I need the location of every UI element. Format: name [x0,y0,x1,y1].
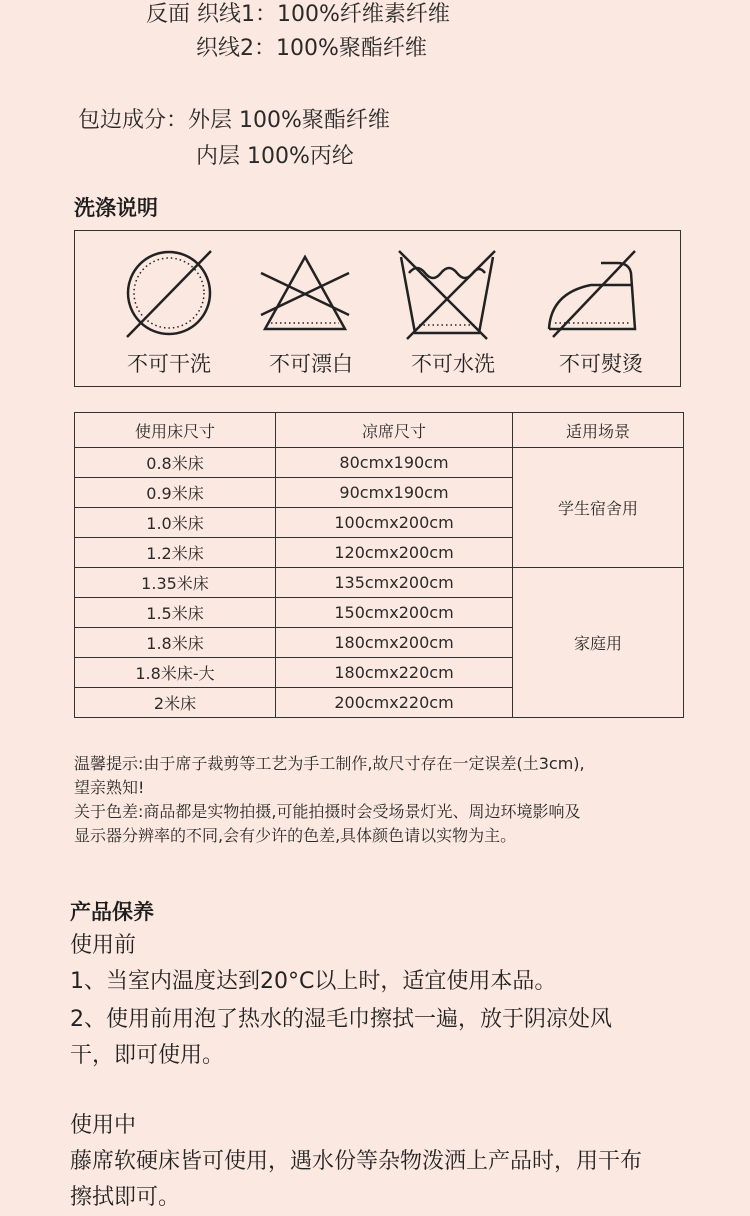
cell-bed: 1.8米床-大 [75,658,276,688]
cell-size: 150cmx200cm [276,598,513,628]
care-during-title: 使用中 [70,1113,137,1138]
care-before-title: 使用前 [70,933,137,958]
cell-bed: 0.8米床 [75,448,276,478]
header-mat-size: 凉席尺寸 [276,413,513,448]
no-iron-icon [531,243,671,343]
table-row [75,448,684,478]
no-dry-clean-icon [99,243,239,343]
cell-bed: 2米床 [75,688,276,718]
care-during-line2: 擦拭即可。 [70,1185,181,1210]
wash-label: 不可熨烫 [559,352,643,376]
cell-scene-dorm: 学生宿舍用 [513,448,684,568]
care-section-title: 产品保养 [70,900,154,924]
no-bleach-icon [241,243,381,343]
note-color-line1: 关于色差:商品都是实物拍摄,可能拍摄时会受场景灯光、周边环境影响及 [74,802,581,821]
cell-bed: 1.5米床 [75,598,276,628]
cell-size: 200cmx220cm [276,688,513,718]
note-color-line2: 显示器分辨率的不同,会有少许的色差,具体颜色请以实物为主。 [74,826,517,845]
table-header-row [75,413,684,448]
cell-bed: 1.2米床 [75,538,276,568]
cell-size: 180cmx220cm [276,658,513,688]
care-before-step1: 1、当室内温度达到20°C以上时，适宜使用本品。 [70,969,557,994]
care-before-step2-line1: 2、使用前用泡了热水的湿毛巾擦拭一遍，放于阴凉处风 [70,1007,612,1032]
care-before-step2-line2: 干，即可使用。 [70,1043,225,1068]
no-wash-icon [383,243,523,343]
material-reverse-line2: 织线2：100%聚酯纤维 [196,36,427,61]
wash-item-no-dry-clean [99,231,239,388]
table-row [75,568,684,598]
cell-scene-home: 家庭用 [513,568,684,718]
cell-size: 100cmx200cm [276,508,513,538]
wash-label: 不可干洗 [127,352,211,376]
cell-size: 180cmx200cm [276,628,513,658]
cell-bed: 1.0米床 [75,508,276,538]
cell-bed: 1.35米床 [75,568,276,598]
cell-size: 90cmx190cm [276,478,513,508]
material-edge-line1: 包边成分：外层 100%聚酯纤维 [78,108,390,133]
wash-item-no-iron [531,231,671,388]
cell-bed: 0.9米床 [75,478,276,508]
material-reverse-line1: 反面 织线1：100%纤维素纤维 [146,2,450,27]
wash-section-title: 洗涤说明 [74,196,158,220]
wash-label: 不可漂白 [269,352,353,376]
header-scene: 适用场景 [513,413,684,448]
care-during-line1: 藤席软硬床皆可使用，遇水份等杂物泼洒上产品时，用干布 [70,1149,643,1174]
wash-item-no-wash [383,231,523,388]
size-table [74,412,684,718]
material-edge-line2: 内层 100%丙纶 [196,144,354,169]
cell-size: 80cmx190cm [276,448,513,478]
wash-symbols-box [74,230,681,387]
cell-bed: 1.8米床 [75,628,276,658]
note-tolerance-line1: 温馨提示:由于席子裁剪等工艺为手工制作,故尺寸存在一定误差(土3cm), [74,754,585,773]
cell-size: 135cmx200cm [276,568,513,598]
wash-label: 不可水洗 [411,352,495,376]
note-tolerance-line2: 望亲熟知! [74,778,145,797]
wash-item-no-bleach [241,231,381,388]
header-bed-size: 使用床尺寸 [75,413,276,448]
cell-size: 120cmx200cm [276,538,513,568]
